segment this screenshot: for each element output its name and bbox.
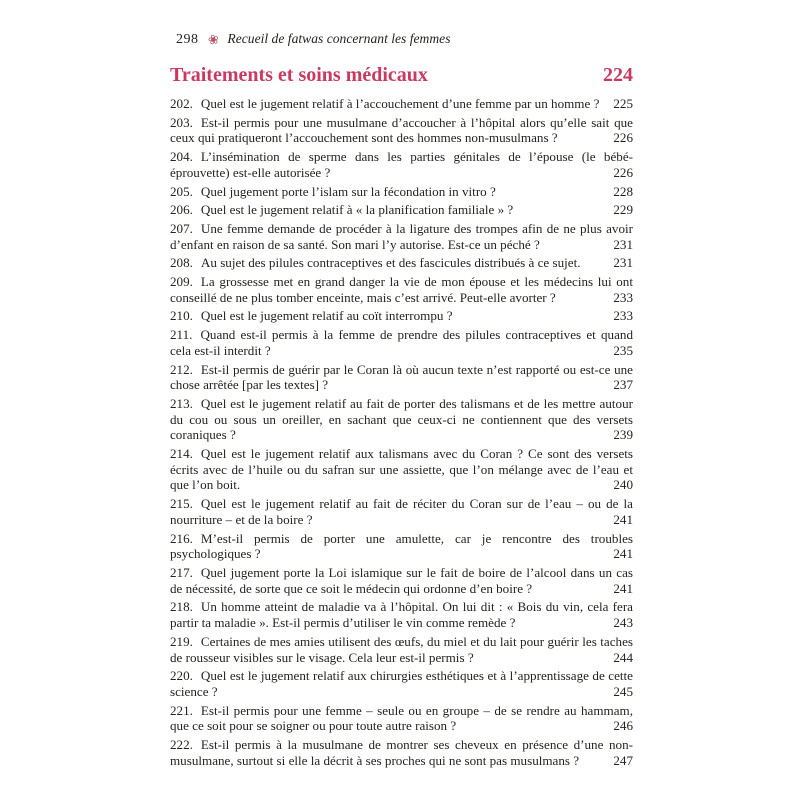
- entry-page-number: 225: [607, 96, 633, 112]
- entry-number: 218.: [170, 599, 193, 615]
- toc-entry: [170, 308, 633, 324]
- toc-entry: [170, 634, 633, 665]
- entry-number: 202.: [170, 96, 193, 111]
- entry-number: 211.: [170, 327, 193, 343]
- entry-text: Au sujet des pilules contraceptives et des fascicules distribués à ce sujet.: [200, 255, 581, 271]
- entry-text: Quel jugement porte la Loi islamique sur le fait de boire de l’alcool dans un cas de nécessité, de sorte que ce soit le médecin qui ordonne d’en boire ?: [170, 564, 633, 596]
- running-header: [170, 31, 633, 48]
- entry-page-number: 244: [607, 650, 633, 666]
- section-heading: [170, 63, 633, 87]
- toc-entry: [170, 396, 633, 443]
- entry-page-number: 245: [607, 684, 633, 700]
- entry-number: 204.: [170, 149, 193, 165]
- toc-entry: [170, 496, 633, 527]
- section-title: Traitements et soins médicaux: [170, 64, 428, 86]
- toc-entry: [170, 531, 633, 562]
- entry-text: Quel est le jugement relatif à « la planification familiale » ?: [200, 202, 514, 218]
- entry-text: Quand est-il permis à la femme de prendre des pilules contraceptives et quand cela est-il interdit ?: [170, 327, 633, 358]
- entry-text: La grossesse met en grand danger la vie de mon épouse et les médecins lui ont conseillé de ne plus tomber enceinte, mais c’est arrivé. Peut-elle avorter ?: [170, 274, 633, 305]
- toc-entry: [170, 255, 633, 271]
- entry-page-number: 241: [607, 512, 633, 528]
- entry-page-number: 241: [607, 581, 633, 597]
- entry-number: 209.: [170, 274, 193, 290]
- entry-page-number: 226: [607, 130, 633, 146]
- entry-page-number: 240: [607, 477, 633, 493]
- entry-page-number: 247: [607, 753, 633, 769]
- entry-number: 215.: [170, 496, 193, 512]
- flower-ornament-icon: ❀: [205, 31, 220, 48]
- entry-number: 220.: [170, 668, 193, 684]
- entry-text: Certaines de mes amies utilisent des œufs, du miel et du lait pour guérir les taches de rousseur visibles sur le visage. Cela leur est-il permis ?: [170, 633, 633, 665]
- entry-number: 206.: [170, 202, 193, 218]
- entry-text: Est-il permis à la musulmane de montrer ses cheveux en présence d’une non-musulmane, surtout si elle la décrit à ses proches qui ne sont pas musulmans ?: [170, 737, 633, 768]
- toc-entry: [170, 737, 633, 768]
- toc-entry: [170, 703, 633, 734]
- toc-entry: [170, 96, 633, 112]
- toc-entry: [170, 149, 633, 180]
- toc-entry: [170, 221, 633, 252]
- toc-entry: [170, 327, 633, 358]
- entry-number: 217.: [170, 564, 193, 580]
- toc-entry: [170, 274, 633, 305]
- toc-entry: [170, 668, 633, 699]
- entry-text: Est-il permis de guérir par le Coran là où aucun texte n’est rapporté ou est-ce une chose arrêtée [par les textes] ?: [170, 361, 633, 393]
- entry-number: 208.: [170, 255, 193, 271]
- entry-number: 219.: [170, 633, 193, 649]
- entry-page-number: 239: [607, 427, 633, 443]
- entry-number: 214.: [170, 446, 193, 462]
- entry-text: Est-il permis pour une femme – seule ou en groupe – de se rendre au hammam, que ce soit pour se soigner ou pour toute autre raison ?: [170, 702, 633, 734]
- running-book-title: Recueil de fatwas concernant les femmes: [227, 31, 451, 46]
- entry-number: 222.: [170, 737, 193, 753]
- toc-entry: [170, 115, 633, 146]
- entry-text: Une femme demande de procéder à la ligature des trompes afin de ne plus avoir d’enfant en raison de sa santé. Son mari l’y autorise. Est-ce un péché ?: [170, 220, 633, 252]
- entry-number: 210.: [170, 308, 193, 324]
- folio-page-number: 298: [176, 32, 199, 47]
- entry-page-number: 231: [607, 237, 633, 253]
- entry-page-number: 233: [607, 308, 633, 324]
- toc-entry: [170, 362, 633, 393]
- entry-number: 221.: [170, 702, 193, 718]
- entry-page-number: 237: [607, 377, 633, 393]
- entry-text: Quel jugement porte l’islam sur la fécondation in vitro ?: [200, 183, 496, 199]
- entry-page-number: 235: [607, 343, 633, 359]
- entry-page-number: 226: [607, 165, 633, 181]
- entry-page-number: 229: [607, 202, 633, 218]
- entry-number: 205.: [170, 183, 193, 199]
- entry-text: Quel est le jugement relatif à l’accouchement d’une femme par un homme ?: [200, 96, 600, 111]
- section-page-number: 224: [597, 63, 633, 87]
- toc-entry: [170, 184, 633, 200]
- toc-entry: [170, 446, 633, 493]
- entry-text: Est-il permis pour une musulmane d’accoucher à l’hôpital alors qu’elle sait que ceux qui pratiqueront l’accouchement sont des hommes non-musulmans ?: [170, 114, 633, 146]
- entry-text: Quel est le jugement relatif aux talismans avec du Coran ? Ce sont des versets écrits avec de l’huile ou du safran sur une assiette, que l’on mélange avec de l’eau et que l’on boit.: [170, 446, 633, 493]
- entry-page-number: 233: [607, 290, 633, 306]
- entry-page-number: 241: [607, 546, 633, 562]
- entry-text: Quel est le jugement relatif au fait de porter des talismans et de les mettre autour du cou ou sous un oreiller, en sachant que ceux-ci ne contiennent que des versets coraniques ?: [170, 395, 633, 443]
- entry-number: 212.: [170, 361, 193, 377]
- entry-text: Quel est le jugement relatif au coït interrompu ?: [200, 308, 453, 324]
- toc-list: [170, 96, 633, 768]
- entry-page-number: 231: [607, 255, 633, 271]
- entry-page-number: 243: [607, 615, 633, 631]
- entry-page-number: 246: [607, 718, 633, 734]
- toc-entry: [170, 202, 633, 218]
- toc-entry: [170, 565, 633, 596]
- entry-text: M’est-il permis de porter une amulette, car je rencontre des troubles psychologiques ?: [170, 530, 633, 562]
- entry-text: Un homme atteint de maladie va à l’hôpital. On lui dit : « Bois du vin, cela fera partir ta maladie ». Est-il permis d’utiliser le vin comme remède ?: [170, 599, 633, 631]
- entry-page-number: 228: [607, 184, 633, 200]
- toc-entry: [170, 599, 633, 630]
- entry-number: 207.: [170, 220, 193, 236]
- entry-number: 203.: [170, 114, 193, 130]
- entry-text: Quel est le jugement relatif aux chirurgies esthétiques et à l’apprentissage de cette science ?: [170, 668, 633, 699]
- entry-text: Quel est le jugement relatif au fait de réciter du Coran sur de l’eau – ou de la nourriture – et de la boire ?: [170, 496, 633, 527]
- entry-number: 213.: [170, 395, 193, 411]
- entry-number: 216.: [170, 530, 193, 546]
- entry-text: L’insémination de sperme dans les parties génitales de l’épouse (le bébé-éprouvette) est-elle autorisée ?: [170, 149, 633, 180]
- page-content: [170, 31, 633, 768]
